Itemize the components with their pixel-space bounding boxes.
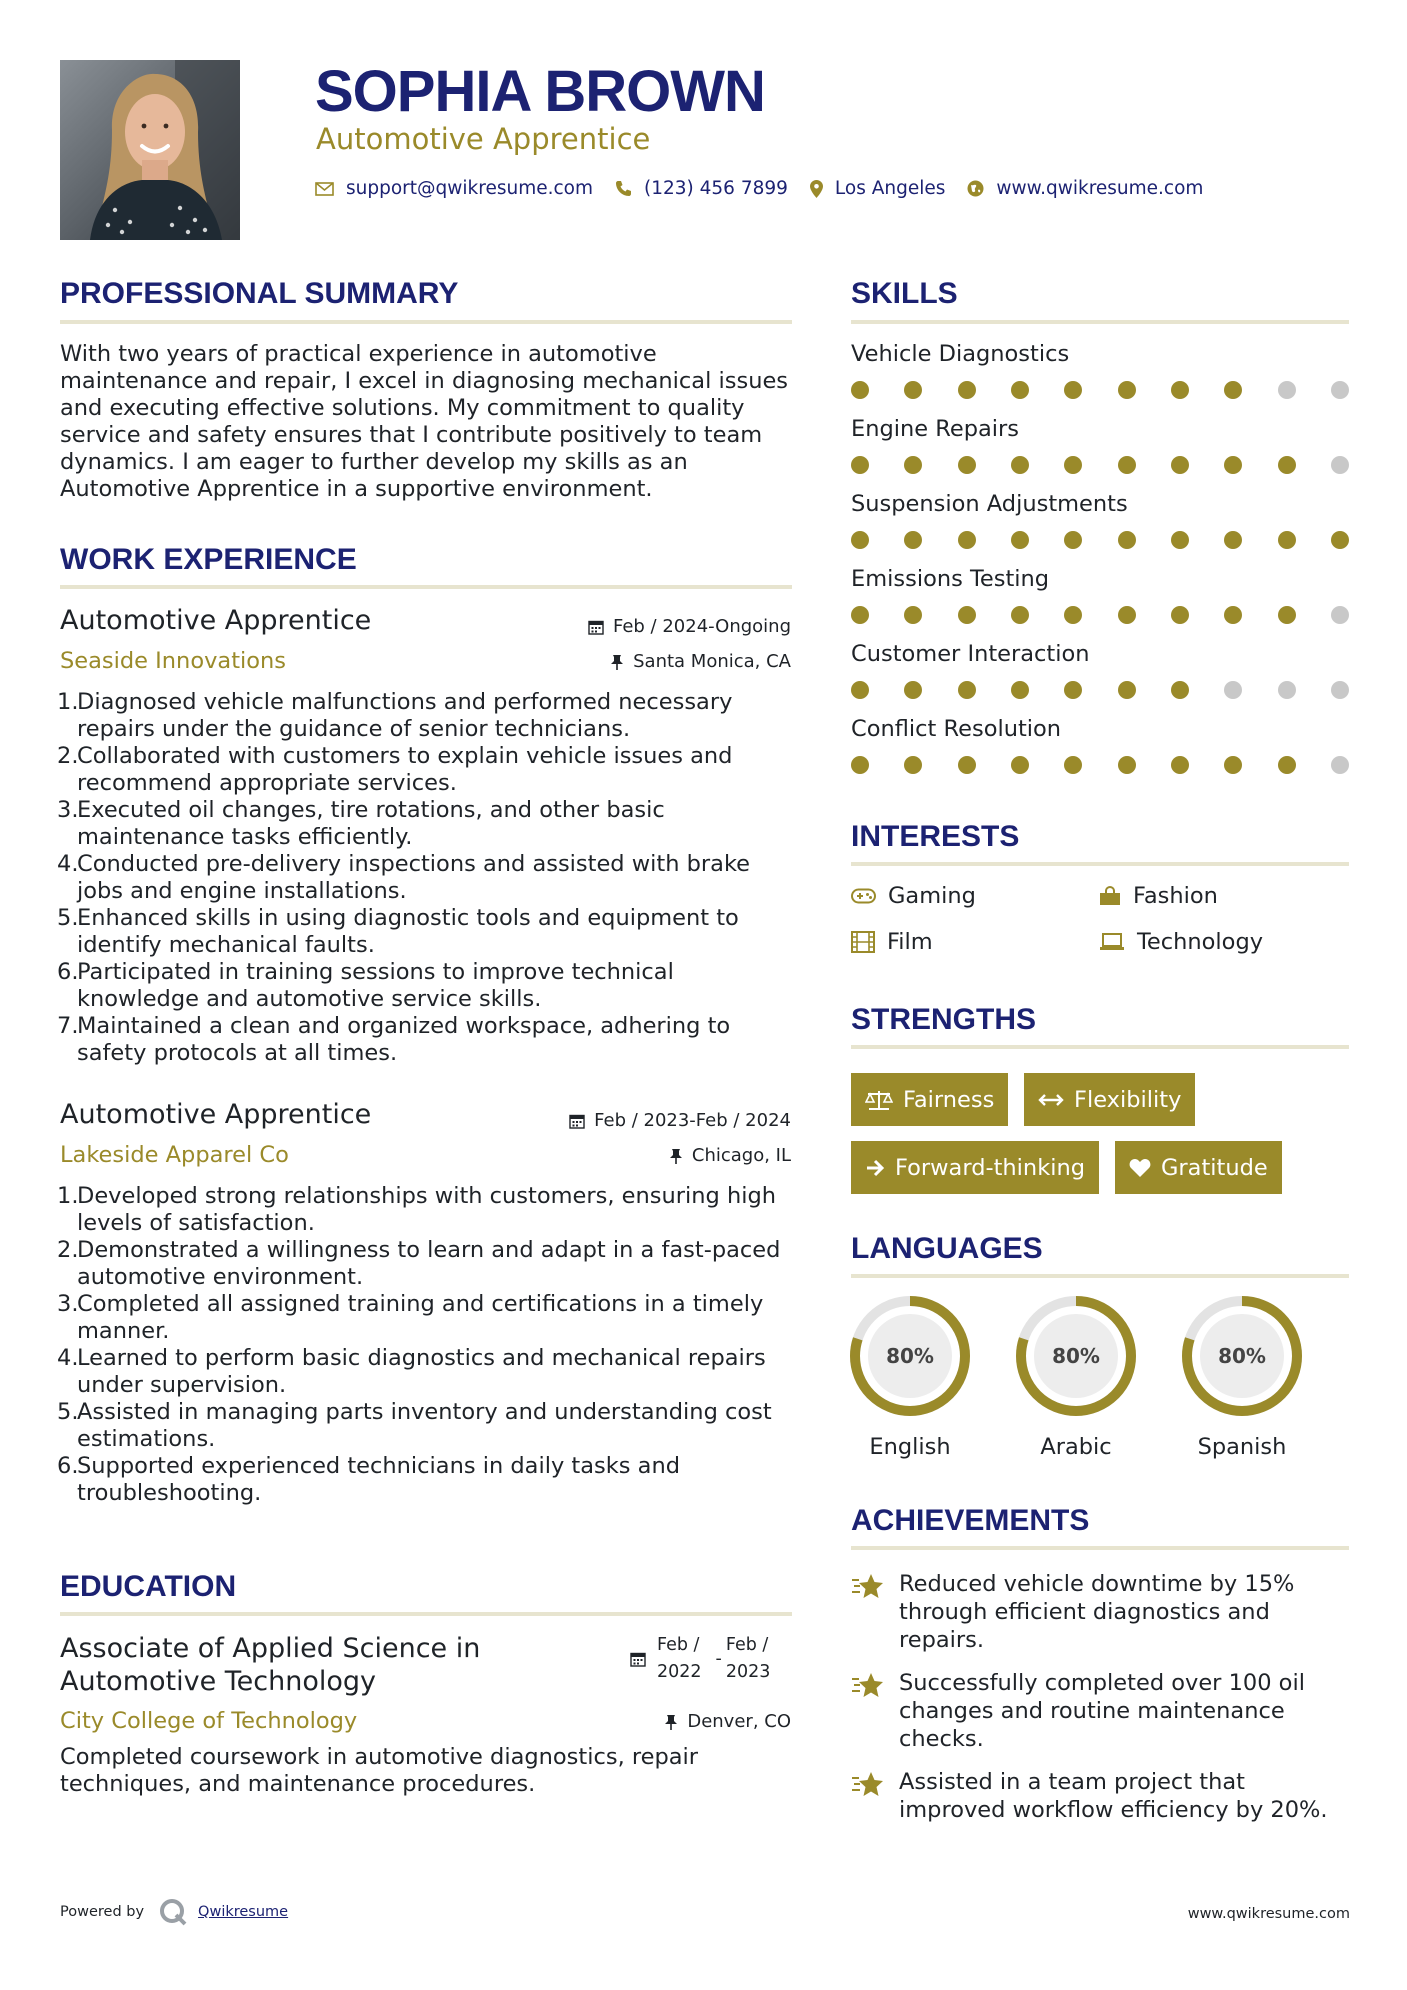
language-ring	[1014, 1294, 1138, 1418]
skill-dot-empty	[1331, 381, 1349, 399]
pushpin-icon	[669, 1148, 683, 1164]
skill-dot-filled	[1118, 456, 1136, 474]
skill-dot-filled	[904, 756, 922, 774]
language-name: Spanish	[1197, 1434, 1287, 1460]
skill-dot-filled	[1278, 456, 1296, 474]
arrow-right-icon	[865, 1159, 885, 1177]
skill-dot-filled	[1118, 681, 1136, 699]
phone-text: (123) 456 7899	[644, 178, 788, 199]
star-icon	[851, 1770, 885, 1800]
skill-rating	[851, 531, 1349, 549]
achievement-text: Successfully completed over 100 oil changes and routine maintenance checks.	[899, 1670, 1305, 1752]
calendar-icon	[630, 1651, 646, 1667]
heart-icon	[1129, 1158, 1151, 1178]
end-month: Feb /	[725, 1635, 769, 1655]
shopping-bag-icon	[1099, 886, 1121, 906]
gamepad-icon	[851, 888, 876, 904]
skill-dot-filled	[851, 456, 869, 474]
job-duties	[57, 689, 802, 1067]
strength-badge	[1115, 1141, 1282, 1194]
email-text: support@qwikresume.com	[346, 178, 593, 199]
job-date	[569, 1110, 791, 1131]
skill-dot-filled	[958, 531, 976, 549]
language-percent: 80%	[1218, 1344, 1266, 1368]
skill-dot-filled	[958, 756, 976, 774]
skill-name: Emissions Testing	[851, 566, 1050, 592]
language-name: Arabic	[1040, 1434, 1112, 1460]
job-date-text: Feb / 2024-Ongoing	[612, 616, 791, 637]
skill-dot-empty	[1331, 681, 1349, 699]
list-item: 3. Completed all assigned training and certifications in a timely manner.	[57, 1291, 764, 1344]
language-percent: 80%	[886, 1344, 934, 1368]
language-ring	[1180, 1294, 1304, 1418]
contact-email[interactable]	[315, 178, 593, 199]
start-year: 2022	[657, 1662, 702, 1682]
strength-badge	[851, 1141, 1099, 1194]
skill-dot-empty	[1278, 681, 1296, 699]
skills-divider	[851, 320, 1349, 324]
language-percent: 80%	[1052, 1344, 1100, 1368]
footer-website[interactable]: www.qwikresume.com	[1187, 1906, 1350, 1922]
skill-dot-filled	[1224, 456, 1242, 474]
location-text: Los Angeles	[834, 178, 946, 199]
job-company: Seaside Innovations	[60, 648, 287, 674]
skill-dot-filled	[1011, 531, 1029, 549]
strength-label: Forward-thinking	[895, 1154, 1086, 1181]
star-icon	[851, 1671, 885, 1701]
laptop-icon	[1099, 933, 1125, 951]
achievements-divider	[851, 1546, 1349, 1550]
star-icon	[851, 1572, 885, 1602]
achievement-item	[851, 1570, 1351, 1654]
skill-dot-filled	[1171, 381, 1189, 399]
powered-by	[60, 1897, 288, 1927]
candidate-role: Automotive Apprentice	[316, 122, 651, 156]
language-item	[1180, 1294, 1304, 1460]
skill-dot-filled	[1064, 531, 1082, 549]
qwikresume-logo-icon	[158, 1897, 188, 1927]
profile-photo	[60, 60, 240, 240]
pushpin-icon	[610, 654, 624, 670]
strength-label: Flexibility	[1074, 1086, 1182, 1113]
skill-rating	[851, 681, 1349, 699]
skill-dot-filled	[1011, 606, 1029, 624]
interests-divider	[851, 862, 1349, 866]
website-text: www.qwikresume.com	[996, 178, 1204, 199]
summary-line: dynamics. I am eager to further develop my skills as an	[60, 449, 688, 475]
skill-dot-filled	[1118, 381, 1136, 399]
education-divider	[60, 1612, 792, 1616]
achievement-item	[851, 1669, 1351, 1753]
school-name: City College of Technology	[60, 1708, 358, 1734]
skill-name: Vehicle Diagnostics	[851, 341, 1070, 367]
skill-dot-filled	[851, 531, 869, 549]
phone-icon	[615, 180, 632, 197]
achievement-text: Assisted in a team project that improved workflow efficiency by 20%.	[899, 1769, 1328, 1823]
language-name: English	[869, 1434, 951, 1460]
calendar-icon	[569, 1113, 585, 1129]
skill-dot-filled	[1118, 606, 1136, 624]
skills-heading: SKILLS	[851, 277, 958, 310]
date-separator: -	[715, 1648, 722, 1669]
envelope-icon	[315, 182, 334, 196]
education-description	[60, 1744, 800, 1798]
skill-dot-filled	[1331, 531, 1349, 549]
pushpin-icon	[664, 1714, 678, 1730]
interest-label: Film	[887, 929, 933, 955]
summary-line: and executing effective solutions. My commitment to quality	[60, 395, 745, 421]
qwikresume-link[interactable]: Qwikresume	[198, 1904, 289, 1920]
list-item: 5. Assisted in managing parts inventory and understanding cost estimations.	[57, 1399, 772, 1452]
list-item: 5. Enhanced skills in using diagnostic tools and equipment to identify mechanical faults.	[57, 905, 739, 958]
contact-phone[interactable]	[615, 178, 788, 199]
list-item: 3. Executed oil changes, tire rotations, and other basic maintenance tasks efficiently.	[57, 797, 665, 850]
interest-label: Fashion	[1133, 883, 1218, 909]
skill-dot-filled	[1171, 756, 1189, 774]
skill-dot-filled	[958, 456, 976, 474]
job-location-text: Santa Monica, CA	[633, 651, 791, 672]
education-line: techniques, and maintenance procedures.	[60, 1771, 536, 1797]
end-year: 2023	[725, 1662, 771, 1682]
skill-dot-empty	[1331, 456, 1349, 474]
skill-dot-filled	[1118, 756, 1136, 774]
summary-line: maintenance and repair, I excel in diagnosing mechanical issues	[60, 368, 789, 394]
school-location-text: Denver, CO	[687, 1711, 791, 1732]
skill-dot-filled	[1171, 456, 1189, 474]
list-item: 2. Demonstrated a willingness to learn and adapt in a fast-paced automotive environment.	[57, 1237, 781, 1290]
skill-dot-empty	[1331, 606, 1349, 624]
job-date-text: Feb / 2023-Feb / 2024	[594, 1110, 791, 1131]
contact-location	[810, 178, 946, 199]
school-location	[664, 1711, 791, 1732]
skill-dot-filled	[1064, 681, 1082, 699]
skill-dot-filled	[1224, 531, 1242, 549]
degree-line: Automotive Technology	[60, 1666, 377, 1697]
education-date	[630, 1632, 770, 1686]
skill-dot-filled	[1011, 456, 1029, 474]
skill-dot-filled	[1278, 531, 1296, 549]
job-company: Lakeside Apparel Co	[60, 1142, 289, 1168]
job-location-text: Chicago, IL	[691, 1145, 791, 1166]
skill-dot-filled	[851, 606, 869, 624]
skill-dot-filled	[851, 681, 869, 699]
skill-dot-filled	[958, 681, 976, 699]
skill-dot-filled	[1064, 381, 1082, 399]
skill-dot-filled	[1064, 756, 1082, 774]
skill-dot-filled	[1171, 531, 1189, 549]
education-line: Completed coursework in automotive diagnostics, repair	[60, 1744, 699, 1770]
job-location	[669, 1145, 791, 1166]
summary-heading: PROFESSIONAL SUMMARY	[60, 277, 459, 310]
skill-dot-filled	[1011, 681, 1029, 699]
list-item: 1. Developed strong relationships with customers, ensuring high levels of satisfaction.	[57, 1183, 776, 1236]
job-duties	[57, 1183, 802, 1507]
strength-label: Fairness	[903, 1086, 995, 1113]
globe-icon	[967, 180, 984, 197]
skill-name: Customer Interaction	[851, 641, 1090, 667]
summary-text	[60, 341, 800, 503]
skill-dot-filled	[1278, 606, 1296, 624]
job-location	[610, 651, 791, 672]
skill-dot-filled	[1011, 381, 1029, 399]
calendar-icon	[588, 619, 604, 635]
strength-badge	[851, 1073, 1008, 1126]
skill-dot-filled	[1278, 756, 1296, 774]
job-date	[588, 616, 791, 637]
strength-badge	[1024, 1073, 1195, 1126]
list-item: 2. Collaborated with customers to explain vehicle issues and recommend appropriate services.	[57, 743, 733, 796]
map-pin-icon	[810, 180, 823, 198]
skill-dot-filled	[904, 606, 922, 624]
contact-website[interactable]	[967, 178, 1203, 199]
summary-divider	[60, 320, 792, 324]
interest-label: Technology	[1137, 929, 1264, 955]
interest-item	[1099, 883, 1218, 909]
interests-heading: INTERESTS	[851, 820, 1020, 853]
skill-name: Engine Repairs	[851, 416, 1020, 442]
skill-name: Suspension Adjustments	[851, 491, 1128, 517]
job-title: Automotive Apprentice	[60, 1099, 372, 1130]
skill-dot-filled	[958, 606, 976, 624]
languages-divider	[851, 1274, 1349, 1278]
skill-rating	[851, 606, 1349, 624]
achievement-text: Reduced vehicle downtime by 15% through efficient diagnostics and repairs.	[899, 1571, 1295, 1653]
list-item: 7. Maintained a clean and organized workspace, adhering to safety protocols at all times.	[57, 1013, 731, 1066]
skill-dot-filled	[851, 756, 869, 774]
skill-rating	[851, 381, 1349, 399]
arrows-horizontal-icon	[1038, 1093, 1064, 1107]
strengths-divider	[851, 1045, 1349, 1049]
interest-item	[851, 883, 976, 909]
skill-dot-filled	[851, 381, 869, 399]
summary-line: Automotive Apprentice in a supportive environment.	[60, 476, 653, 502]
language-item	[1014, 1294, 1138, 1460]
interest-item	[1099, 929, 1263, 955]
strengths-heading: STRENGTHS	[851, 1003, 1037, 1036]
skill-dot-filled	[958, 381, 976, 399]
skill-dot-filled	[1011, 756, 1029, 774]
skill-rating	[851, 756, 1349, 774]
experience-divider	[60, 585, 792, 589]
film-icon	[851, 931, 875, 953]
experience-heading: WORK EXPERIENCE	[60, 543, 357, 576]
skill-dot-filled	[904, 456, 922, 474]
language-item	[848, 1294, 972, 1460]
languages-heading: LANGUAGES	[851, 1232, 1043, 1265]
degree-line: Associate of Applied Science in	[60, 1633, 481, 1664]
skill-dot-filled	[1118, 531, 1136, 549]
strength-label: Gratitude	[1161, 1154, 1268, 1181]
skill-dot-filled	[1224, 756, 1242, 774]
interest-label: Gaming	[888, 883, 976, 909]
list-item: 4. Learned to perform basic diagnostics and mechanical repairs under supervision.	[57, 1345, 766, 1398]
contact-row	[315, 178, 1225, 199]
skill-dot-filled	[904, 381, 922, 399]
skill-dot-filled	[1224, 606, 1242, 624]
list-item: 1. Diagnosed vehicle malfunctions and performed necessary repairs under the guidance of senior technicians.	[57, 689, 733, 742]
job-title: Automotive Apprentice	[60, 605, 372, 636]
achievements-heading: ACHIEVEMENTS	[851, 1504, 1090, 1537]
interest-item	[851, 929, 933, 955]
balance-scale-icon	[865, 1089, 893, 1111]
language-ring	[848, 1294, 972, 1418]
skill-dot-filled	[1171, 681, 1189, 699]
skill-dot-filled	[1064, 606, 1082, 624]
candidate-name: SOPHIA BROWN	[315, 59, 765, 124]
list-item: 4. Conducted pre-delivery inspections and assisted with brake jobs and engine installations.	[57, 851, 751, 904]
skill-dot-empty	[1224, 681, 1242, 699]
skill-dot-filled	[904, 531, 922, 549]
skill-dot-filled	[1224, 381, 1242, 399]
achievement-item	[851, 1768, 1351, 1824]
skill-dot-filled	[1064, 456, 1082, 474]
skill-dot-filled	[1171, 606, 1189, 624]
skill-dot-empty	[1331, 756, 1349, 774]
skill-rating	[851, 456, 1349, 474]
skill-dot-filled	[904, 681, 922, 699]
degree-title	[60, 1632, 480, 1698]
summary-line: service and safety ensures that I contribute positively to team	[60, 422, 763, 448]
list-item: 6. Supported experienced technicians in daily tasks and troubleshooting.	[57, 1453, 680, 1506]
powered-by-label: Powered by	[60, 1904, 145, 1920]
skill-dot-empty	[1278, 381, 1296, 399]
list-item: 6. Participated in training sessions to improve technical knowledge and automotive service skills.	[57, 959, 674, 1012]
education-heading: EDUCATION	[60, 1570, 237, 1603]
start-month: Feb /	[657, 1635, 700, 1655]
summary-line: With two years of practical experience in automotive	[60, 341, 657, 367]
skill-name: Conflict Resolution	[851, 716, 1062, 742]
